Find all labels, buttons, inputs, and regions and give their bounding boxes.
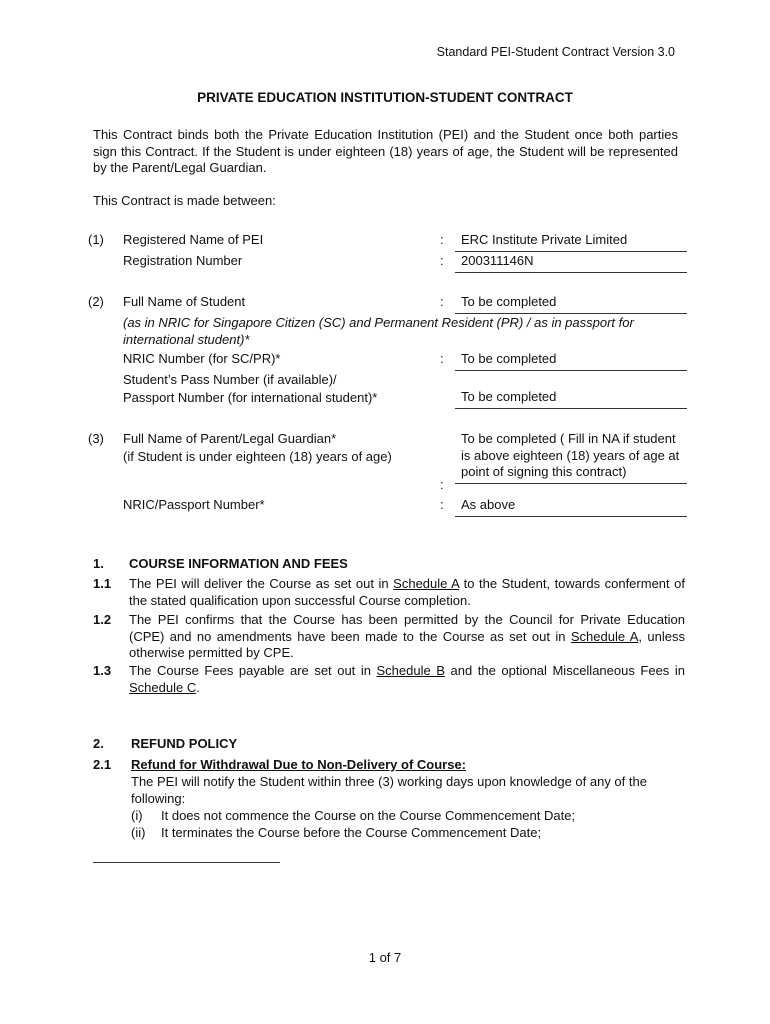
guardian-age-note: (if Student is under eighteen (18) years of age) [123, 449, 392, 464]
document-header: Standard PEI-Student Contract Version 3.0 [436, 45, 675, 59]
schedule-a-link: Schedule A [570, 628, 639, 644]
colon: : [440, 232, 444, 247]
section2-number: 2. [93, 736, 104, 751]
made-between-text: This Contract is made between: [93, 193, 276, 208]
footnote-divider [93, 862, 280, 863]
schedule-c-link: Schedule C [129, 679, 197, 695]
party2-number: (2) [88, 294, 104, 309]
nric-number-value: To be completed [455, 351, 687, 371]
party3-number: (3) [88, 431, 104, 446]
colon: : [440, 477, 444, 492]
colon: : [440, 294, 444, 309]
clause-1-1-text: The PEI will deliver the Course as set out in Schedule A to the Student, towards conferment of the stated qualification upon successful Course completion. [129, 576, 686, 608]
passport-number-value: To be completed [455, 389, 687, 409]
list-item-number: (i) [131, 808, 143, 823]
student-pass-label: Student’s Pass Number (if available)/ [123, 372, 337, 387]
schedule-b-link: Schedule B [376, 663, 445, 678]
clause-1-3-number: 1.3 [93, 663, 112, 678]
registration-number-value: 200311146N [455, 253, 687, 273]
student-name-note: (as in NRIC for Singapore Citizen (SC) and Permanent Resident (PR) / as in passport for international student)* [123, 315, 634, 347]
guardian-name-label: Full Name of Parent/Legal Guardian* [123, 431, 337, 446]
clause-1-3-text: The Course Fees payable are set out in Schedule B and the optional Miscellaneous Fees in Schedule C. [129, 663, 685, 695]
nric-number-label: NRIC Number (for SC/PR)* [123, 351, 281, 366]
clause-2-1-number: 2.1 [93, 757, 112, 772]
guardian-passport-value: As above [455, 497, 687, 517]
page-number: 1 of 7 [368, 950, 402, 965]
student-name-value: To be completed [455, 294, 687, 314]
colon: : [440, 497, 444, 512]
document-title: PRIVATE EDUCATION INSTITUTION-STUDENT CONTRACT [197, 90, 573, 105]
section2-heading: REFUND POLICY [131, 736, 238, 751]
guardian-name-value: To be completed ( Fill in NA if student is above eighteen (18) years of age at point of signing this contract) [455, 431, 687, 484]
party1-number: (1) [88, 232, 104, 247]
clause-1-2-number: 1.2 [93, 612, 112, 627]
clause-1-2-text: The PEI confirms that the Course has been permitted by the Council for Private Education (CPE) and no amendments have been made to the Course as set out in Schedule A, unless otherwise permitted by CPE. [129, 612, 686, 660]
colon: : [440, 351, 444, 366]
pei-name-label: Registered Name of PEI [123, 232, 264, 247]
section1-heading: COURSE INFORMATION AND FEES [129, 556, 348, 571]
colon: : [440, 253, 444, 268]
student-name-label: Full Name of Student [123, 294, 246, 309]
registration-number-label: Registration Number [123, 253, 243, 268]
clause-2-1-text: The PEI will notify the Student within three (3) working days upon knowledge of any of the following: [131, 774, 647, 806]
section1-number: 1. [93, 556, 104, 571]
list-item: It does not commence the Course on the Course Commencement Date; [161, 808, 576, 823]
clause-1-1-number: 1.1 [93, 576, 112, 591]
list-item-number: (ii) [131, 825, 146, 840]
schedule-a-link: Schedule A [393, 576, 460, 591]
pei-name-value: ERC Institute Private Limited [455, 232, 687, 252]
guardian-passport-label: NRIC/Passport Number* [123, 497, 265, 512]
clause-2-1-heading: Refund for Withdrawal Due to Non-Delivery of Course: [131, 757, 467, 772]
passport-number-label: Passport Number (for international student)* [123, 390, 378, 405]
list-item: It terminates the Course before the Course Commencement Date; [161, 825, 542, 840]
intro-paragraph: This Contract binds both the Private Education Institution (PEI) and the Student once both parties sign this Contract. If the Student is under eighteen (18) years of age, the Student will be represented by the Parent/Legal Guardian. [93, 127, 678, 175]
